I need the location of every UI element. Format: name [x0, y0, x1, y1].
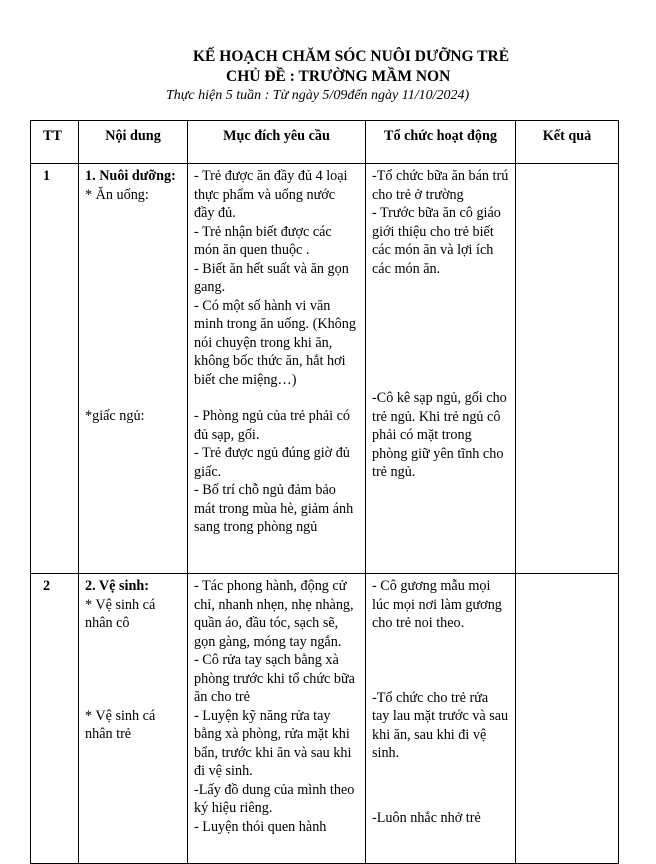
subsection-label: *giấc ngủ:: [85, 408, 145, 424]
purpose-item: - Bố trí chỗ ngủ đảm bảo mát trong mùa hè, giảm ánh sang trong phòng ngủ: [194, 482, 354, 535]
activity-item: -Tổ chức cho trẻ rửa tay lau mặt trước và sau khi ăn, sau khi đi vệ sinh.: [372, 689, 509, 761]
row-activities-cell: [366, 574, 516, 864]
row-result-cell: [516, 574, 619, 864]
purpose-item: - Trẻ được ngủ đúng giờ đủ giấc.: [194, 445, 350, 480]
header-activities: Tổ chức hoạt động: [366, 121, 516, 164]
section-heading: 2. Vệ sinh:: [85, 578, 149, 594]
document-title: KẾ HOẠCH CHĂM SÓC NUÔI DƯỠNG TRẺ: [193, 48, 510, 65]
purpose-item: - Luyện kỹ năng rửa tay bằng xà phòng, rửa mặt khi bẩn, trước khi ăn và sau khi đi vệ sinh.: [194, 707, 352, 779]
row-number: 2: [31, 574, 79, 864]
purpose-item: - Cô rửa tay sạch bằng xà phòng trước khi tổ chức bữa ăn cho trẻ: [194, 652, 355, 705]
purpose-item: - Biết ăn hết suất và ăn gọn gang.: [194, 260, 349, 295]
purpose-item: - Trẻ được ăn đầy đủ 4 loại thực phẩm và uống nước đầy đủ.: [194, 168, 348, 221]
row-activities-cell: [366, 164, 516, 574]
header-content: Nội dung: [79, 121, 188, 164]
document-duration: Thực hiện 5 tuần : Từ ngày 5/09đến ngày 11/10/2024): [166, 88, 470, 103]
row-purpose-cell: [188, 574, 366, 864]
activity-item: -Cô kê sạp ngủ, gối cho trẻ ngủ. Khi trẻ ngủ cô phải có mặt trong phòng giữ yên tĩnh cho trẻ ngủ.: [372, 390, 507, 480]
activity-item: - Cô gương mẫu mọi lúc mọi nơi làm gương cho trẻ noi theo.: [372, 578, 502, 631]
row-purpose-cell: [188, 164, 366, 574]
purpose-item: - Trẻ nhận biết được các món ăn quen thuộc .: [194, 223, 332, 258]
header-purpose: Mục đích yêu cầu: [188, 121, 366, 164]
table-row: [31, 164, 619, 574]
header-result: Kết quả: [516, 121, 619, 164]
activity-item: -Luôn nhắc nhở trẻ: [372, 809, 481, 826]
row-content-cell: [79, 164, 188, 574]
table-row: [31, 574, 619, 864]
subsection-label: * Vệ sinh cá nhân trẻ: [85, 707, 156, 742]
activity-item: - Trước bữa ăn cô giáo giới thiệu cho trẻ biết các món ăn và lợi ích các món ăn.: [372, 205, 501, 277]
subsection-label: * Ăn uống:: [85, 186, 149, 203]
subsection-label: * Vệ sinh cá nhân cô: [85, 596, 156, 631]
row-result-cell: [516, 164, 619, 574]
purpose-item: - Có một số hành vi văn minh trong ăn uống. (Không nói chuyện trong khi ăn, không bốc thức ăn, hắt hơi biết che miệng…): [194, 297, 356, 388]
section-heading: 1. Nuôi dưỡng:: [85, 168, 176, 184]
purpose-item: - Phòng ngủ của trẻ phải có đủ sạp, gối.: [194, 408, 351, 443]
table-header-row: [31, 121, 619, 164]
row-number: 1: [31, 164, 79, 574]
care-plan-table: [30, 120, 619, 864]
purpose-item: - Luyện thói quen hành: [194, 818, 327, 835]
document-topic: CHỦ ĐỀ : TRƯỜNG MẦM NON: [226, 68, 451, 85]
purpose-item: - Tác phong hành, động cử chỉ, nhanh nhẹn, nhẹ nhàng, quần áo, đầu tóc, sạch sẽ, gọn gàng, móng tay ngắn.: [194, 578, 354, 650]
purpose-item: -Lấy đồ dung của mình theo ký hiệu riêng.: [194, 781, 355, 816]
row-content-cell: [79, 574, 188, 864]
header-tt: TT: [31, 121, 79, 164]
activity-item: -Tổ chức bữa ăn bán trú cho trẻ ở trường: [372, 168, 509, 203]
